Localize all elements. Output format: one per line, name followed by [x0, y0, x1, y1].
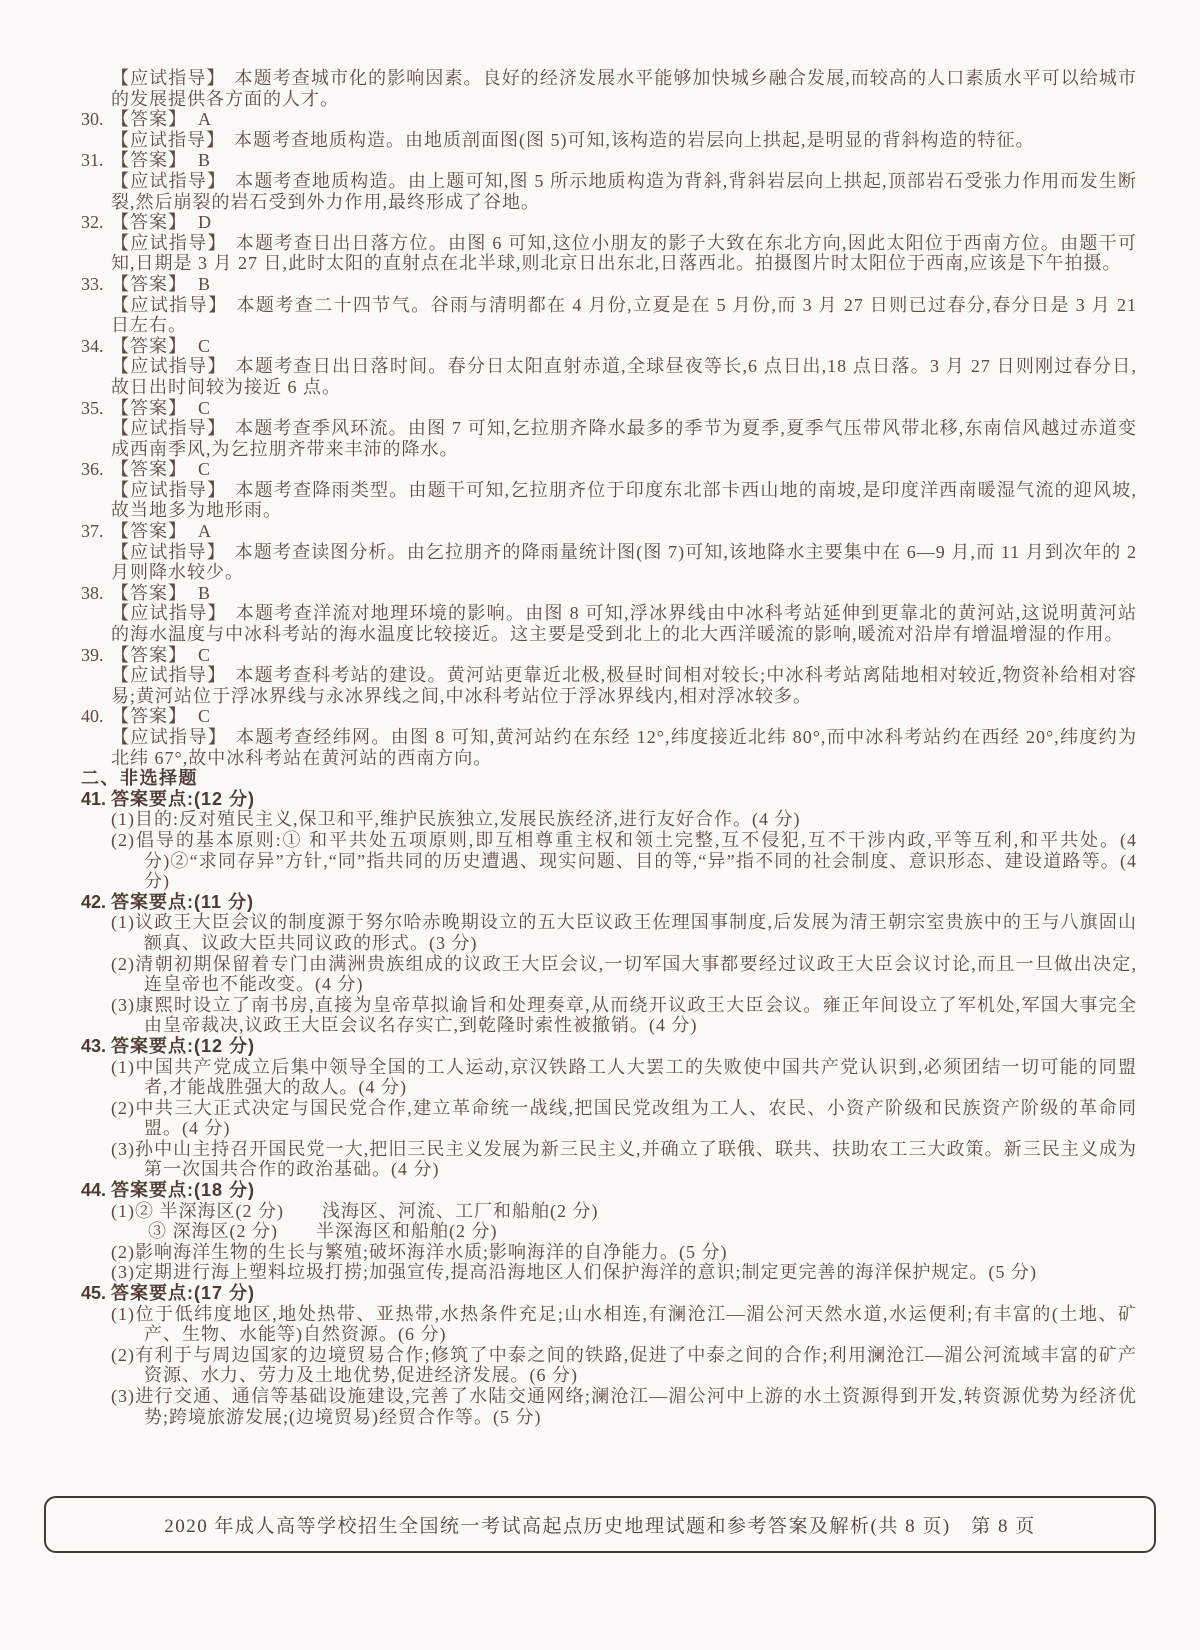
- mc-answer-item-37: [81, 521, 1137, 583]
- essay-answer-item-43: [81, 1036, 1137, 1180]
- answer-label: 【答案】: [111, 582, 187, 603]
- essay-heading: 答案要点:(12 分): [111, 1035, 256, 1056]
- question-number: 31.: [81, 150, 104, 171]
- guidance-text: 本题考查地质构造。由上题可知,图 5 所示地质构造为背斜,背斜岩层向上拱起,顶部岩石受张力作用而发生断裂,然后崩裂的岩石受到外力作用,最终形成了谷地。: [111, 170, 1138, 212]
- mc-answer-item-38: [81, 583, 1137, 645]
- answer-letter: C: [198, 397, 212, 418]
- mc-answer-item-35: [81, 398, 1137, 460]
- guidance-text: 本题考查经纬网。由图 8 可知,黄河站约在东经 12°,纬度接近北纬 80°,而中冰科考站约在西经 20°,纬度约为北纬 67°,故中冰科考站在黄河站的西南方向。: [111, 727, 1138, 768]
- question-number: 36.: [81, 459, 104, 480]
- q29-guidance-continuation: [111, 68, 1137, 109]
- guidance-text: 本题考查洋流对地理环境的影响。由图 8 可知,浮冰界线由中冰科考站延伸到更靠北的黄河站,这说明黄河站的海水温度与中冰科考站的海水温度比较接近。这主要是受到北上的北大西洋暖流的影响,暖流对沿岸有增温增湿的作用。: [111, 603, 1137, 645]
- guidance-label: 【应试指导】: [111, 603, 227, 624]
- answer-letter: A: [198, 109, 212, 130]
- essay-answer-item-45: [81, 1283, 1137, 1427]
- answer-line: [81, 645, 1137, 666]
- guidance-text: 本题考查降雨类型。由题干可知,乞拉朋齐位于印度东北部卡西山地的南坡,是印度洋西南暖湿气流的迎风坡,故当地多为地形雨。: [111, 479, 1137, 521]
- essay-heading: 答案要点:(11 分): [111, 891, 255, 912]
- question-number: 42.: [81, 891, 107, 912]
- guidance-paragraph: [111, 603, 1137, 644]
- section-title: 二、非选择题: [81, 768, 198, 789]
- mc-answer-item-31: [81, 150, 1137, 212]
- mc-answer-item-39: [81, 645, 1137, 707]
- answer-line: [81, 706, 1137, 727]
- answer-line: [81, 398, 1137, 419]
- answer-label: 【答案】: [111, 212, 187, 233]
- guidance-text: 本题考查日出日落方位。由图 6 可知,这位小朋友的影子大致在东北方向,因此太阳位于西南方位。由题干可知,日期是 3 月 27 日,此时太阳的直射点在北半球,则北京日出东北,日落西北。拍摄图片时太阳位于西南,应该是下午拍摄。: [111, 232, 1137, 274]
- answer-line: [81, 109, 1137, 130]
- answer-point: (2)清朝初期保留着专门由满洲贵族组成的议政王大臣会议,一切军国大事都要经过议政王大臣会议讨论,而且一旦做出决定,连皇帝也不能改变。(4 分): [111, 953, 1137, 995]
- question-number: 35.: [81, 397, 104, 418]
- question-number: 39.: [81, 644, 104, 665]
- guidance-text: 本题考查日出日落时间。春分日太阳直射赤道,全球昼夜等长,6 点日出,18 点日落。3 月 27 日则刚过春分日,故日出时间较为接近 6 点。: [111, 356, 1138, 397]
- answer-line: [81, 521, 1137, 542]
- guidance-label: 【应试指导】: [111, 727, 228, 747]
- answer-letter: A: [198, 521, 212, 542]
- guidance-text: 本题考查科考站的建设。黄河站更靠近北极,极昼时间相对较长;中冰科考站离陆地相对较近,物资补给相对容易;黄河站位于浮冰界线与永冰界线之间,中冰科考站位于浮冰界线内,相对浮冰较多。: [111, 665, 1138, 706]
- answer-point: (3)进行交通、通信等基础设施建设,完善了水陆交通网络;澜沧江—湄公河中上游的水土资源得到开发,转资源优势为经济优势;跨境旅游发展;(边境贸易)经贸合作等。(5 分): [111, 1386, 1137, 1427]
- guidance-text: 本题考查季风环流。由图 7 可知,乞拉朋齐降水最多的季节为夏季,夏季气压带风带北移,东南信风越过赤道变成西南季风,为乞拉朋齐带来丰沛的降水。: [111, 418, 1138, 459]
- guidance-paragraph: [111, 233, 1137, 274]
- guidance-paragraph: [111, 418, 1137, 459]
- answer-point: (2)有利于与周边国家的边境贸易合作;修筑了中泰之间的铁路,促进了中泰之间的合作;利用澜沧江—湄公河流域丰富的矿产资源、水力、劳力及土地优势,促进经济发展。(6 分): [111, 1344, 1137, 1386]
- guidance-label: 【应试指导】: [111, 479, 227, 500]
- answer-point: (3)康熙时设立了南书房,直接为皇帝草拟谕旨和处理奏章,从而绕开议政王大臣会议。雍正年间设立了军机处,军国大事完全由皇帝裁决,议政王大臣会议名存实亡,到乾隆时索性被撤销。(4 分): [111, 994, 1137, 1036]
- answer-label: 【答案】: [111, 335, 187, 356]
- guidance-label: 【应试指导】: [111, 541, 226, 562]
- essay-heading: 答案要点:(18 分): [111, 1180, 256, 1201]
- essay-heading-line: [81, 1036, 1137, 1057]
- answer-label: 【答案】: [111, 273, 187, 294]
- question-number: 44.: [81, 1180, 107, 1201]
- mc-answer-item-34: [81, 336, 1137, 398]
- question-number: 32.: [81, 212, 104, 233]
- question-number: 33.: [81, 273, 104, 294]
- answer-line: [81, 274, 1137, 295]
- answer-point-continuation: ③ 深海区(2 分) 半深海区和船舶(2 分): [148, 1221, 498, 1242]
- guidance-text: 本题考查读图分析。由乞拉朋齐的降雨量统计图(图 7)可知,该地降水主要集中在 6—9 月,而 11 月到次年的 2 月则降水较少。: [111, 541, 1137, 583]
- answer-letter: C: [198, 644, 212, 665]
- answer-point: (1)② 半深海区(2 分) 浅海区、河流、工厂和船舶(2 分): [111, 1200, 599, 1221]
- guidance-paragraph: [111, 727, 1137, 768]
- guidance-paragraph: [111, 356, 1137, 397]
- answer-letter: C: [198, 335, 212, 356]
- answer-point: (2)倡导的基本原则:① 和平共处五项原则,即互相尊重主权和领土完整,互不侵犯,互不干涉内政,平等互利,和平共处。(4 分)②“求同存异”方针,“同”指共同的历史遭遇、现实问题、目的等,“异”指不同的社会制度、意识形态、建设道路等。(4 分): [111, 829, 1137, 892]
- guidance-label: 【应试指导】: [111, 356, 227, 377]
- guidance-label: 【应试指导】: [111, 129, 225, 150]
- answer-label: 【答案】: [111, 706, 187, 727]
- footer-text: 2020 年成人高等学校招生全国统一考试高起点历史地理试题和参考答案及解析(共 8 页) 第 8 页: [164, 1516, 1036, 1537]
- essay-heading: 答案要点:(12 分): [111, 788, 256, 809]
- question-number: 43.: [81, 1035, 107, 1056]
- answer-point: (1)中国共产党成立后集中领导全国的工人运动,京汉铁路工人大罢工的失败使中国共产党认识到,必须团结一切可能的同盟者,才能战胜强大的敌人。(4 分): [111, 1056, 1137, 1098]
- answer-point: (2)中共三大正式决定与国民党合作,建立革命统一战线,把国民党改组为工人、农民、小资产阶级和民族资产阶级的革命同盟。(4 分): [111, 1097, 1137, 1139]
- guidance-label: 【应试指导】: [111, 170, 227, 191]
- answer-label: 【答案】: [111, 459, 187, 480]
- mc-answer-item-36: [81, 459, 1137, 521]
- essay-answer-item-44: [81, 1180, 1137, 1283]
- page-content: [81, 68, 1137, 1427]
- question-number: 34.: [81, 335, 104, 356]
- mc-answer-item-40: [81, 706, 1137, 768]
- answer-point: (1)议政王大臣会议的制度源于努尔哈赤晚期设立的五大臣议政王佐理国事制度,后发展为清王朝宗室贵族中的王与八旗固山额真、议政大臣共同议政的形式。(3 分): [111, 912, 1137, 953]
- answer-line: [81, 150, 1137, 171]
- answer-point: (1)位于低纬度地区,地处热带、亚热带,水热条件充足;山水相连,有澜沧江—湄公河天然水道,水运便利;有丰富的(土地、矿产、生物、水能等)自然资源。(6 分): [111, 1303, 1137, 1345]
- essay-heading-line: [81, 892, 1137, 913]
- answer-label: 【答案】: [111, 644, 187, 665]
- mc-answer-item-32: [81, 212, 1137, 274]
- guidance-label: 【应试指导】: [111, 418, 227, 439]
- essay-answer-item-41: [81, 789, 1137, 892]
- guidance-paragraph: [111, 171, 1137, 212]
- answer-point: (1)目的:反对殖民主义,保卫和平,维护民族独立,发展民族经济,进行友好合作。(4 分): [111, 809, 801, 830]
- answer-letter: C: [198, 706, 212, 727]
- answer-line: [81, 583, 1137, 604]
- page-footer: [44, 1496, 1156, 1553]
- answer-letter: B: [198, 150, 212, 171]
- answer-label: 【答案】: [111, 109, 187, 130]
- guidance-label: 【应试指导】: [111, 68, 226, 88]
- answer-label: 【答案】: [111, 397, 187, 418]
- guidance-label: 【应试指导】: [111, 665, 227, 686]
- answer-point: (3)定期进行海上塑料垃圾打捞;加强宣传,提高沿海地区人们保护海洋的意识;制定更完善的海洋保护规定。(5 分): [111, 1262, 1037, 1283]
- answer-letter: C: [198, 459, 212, 480]
- answer-label: 【答案】: [111, 150, 187, 171]
- question-number: 41.: [81, 788, 107, 809]
- guidance-paragraph: [111, 295, 1137, 336]
- guidance-paragraph: [111, 130, 1137, 151]
- guidance-label: 【应试指导】: [111, 294, 228, 315]
- question-number: 37.: [81, 521, 104, 542]
- guidance-text: 本题考查二十四节气。谷雨与清明都在 4 月份,立夏是在 5 月份,而 3 月 27 日则已过春分,春分日是 3 月 21 日左右。: [111, 294, 1137, 336]
- essay-heading-line: [81, 1283, 1137, 1304]
- essay-heading-line: [81, 789, 1137, 810]
- mc-answer-item-30: [81, 109, 1137, 150]
- essay-answer-item-42: [81, 892, 1137, 1036]
- answer-line: [81, 212, 1137, 233]
- question-number: 30.: [81, 109, 104, 130]
- guidance-text: 本题考查城市化的影响因素。良好的经济发展水平能够加快城乡融合发展,而较高的人口素质水平可以给城市的发展提供各方面的人才。: [111, 68, 1138, 109]
- guidance-paragraph: [111, 480, 1137, 521]
- guidance-label: 【应试指导】: [111, 232, 227, 253]
- essay-heading: 答案要点:(17 分): [111, 1283, 256, 1304]
- answer-point: (3)孙中山主持召开国民党一大,把旧三民主义发展为新三民主义,并确立了联俄、联共、扶助农工三大政策。新三民主义成为第一次国共合作的政治基础。(4 分): [111, 1138, 1137, 1180]
- answer-letter: B: [198, 582, 212, 603]
- answer-line: [81, 459, 1137, 480]
- question-number: 38.: [81, 582, 104, 603]
- essay-heading-line: [81, 1180, 1137, 1201]
- mc-answer-item-33: [81, 274, 1137, 336]
- question-number: 40.: [81, 706, 104, 727]
- guidance-paragraph: [111, 665, 1137, 706]
- question-number: 45.: [81, 1283, 107, 1304]
- answer-point: (2)影响海洋生物的生长与繁殖;破坏海洋水质;影响海洋的自净能力。(5 分): [111, 1241, 728, 1262]
- answer-line: [81, 336, 1137, 357]
- guidance-paragraph: [111, 542, 1137, 583]
- answer-label: 【答案】: [111, 521, 187, 542]
- answer-letter: B: [198, 273, 212, 294]
- guidance-text: 本题考查地质构造。由地质剖面图(图 5)可知,该构造的岩层向上拱起,是明显的背斜构造的特征。: [234, 129, 1035, 150]
- answer-letter: D: [198, 212, 212, 233]
